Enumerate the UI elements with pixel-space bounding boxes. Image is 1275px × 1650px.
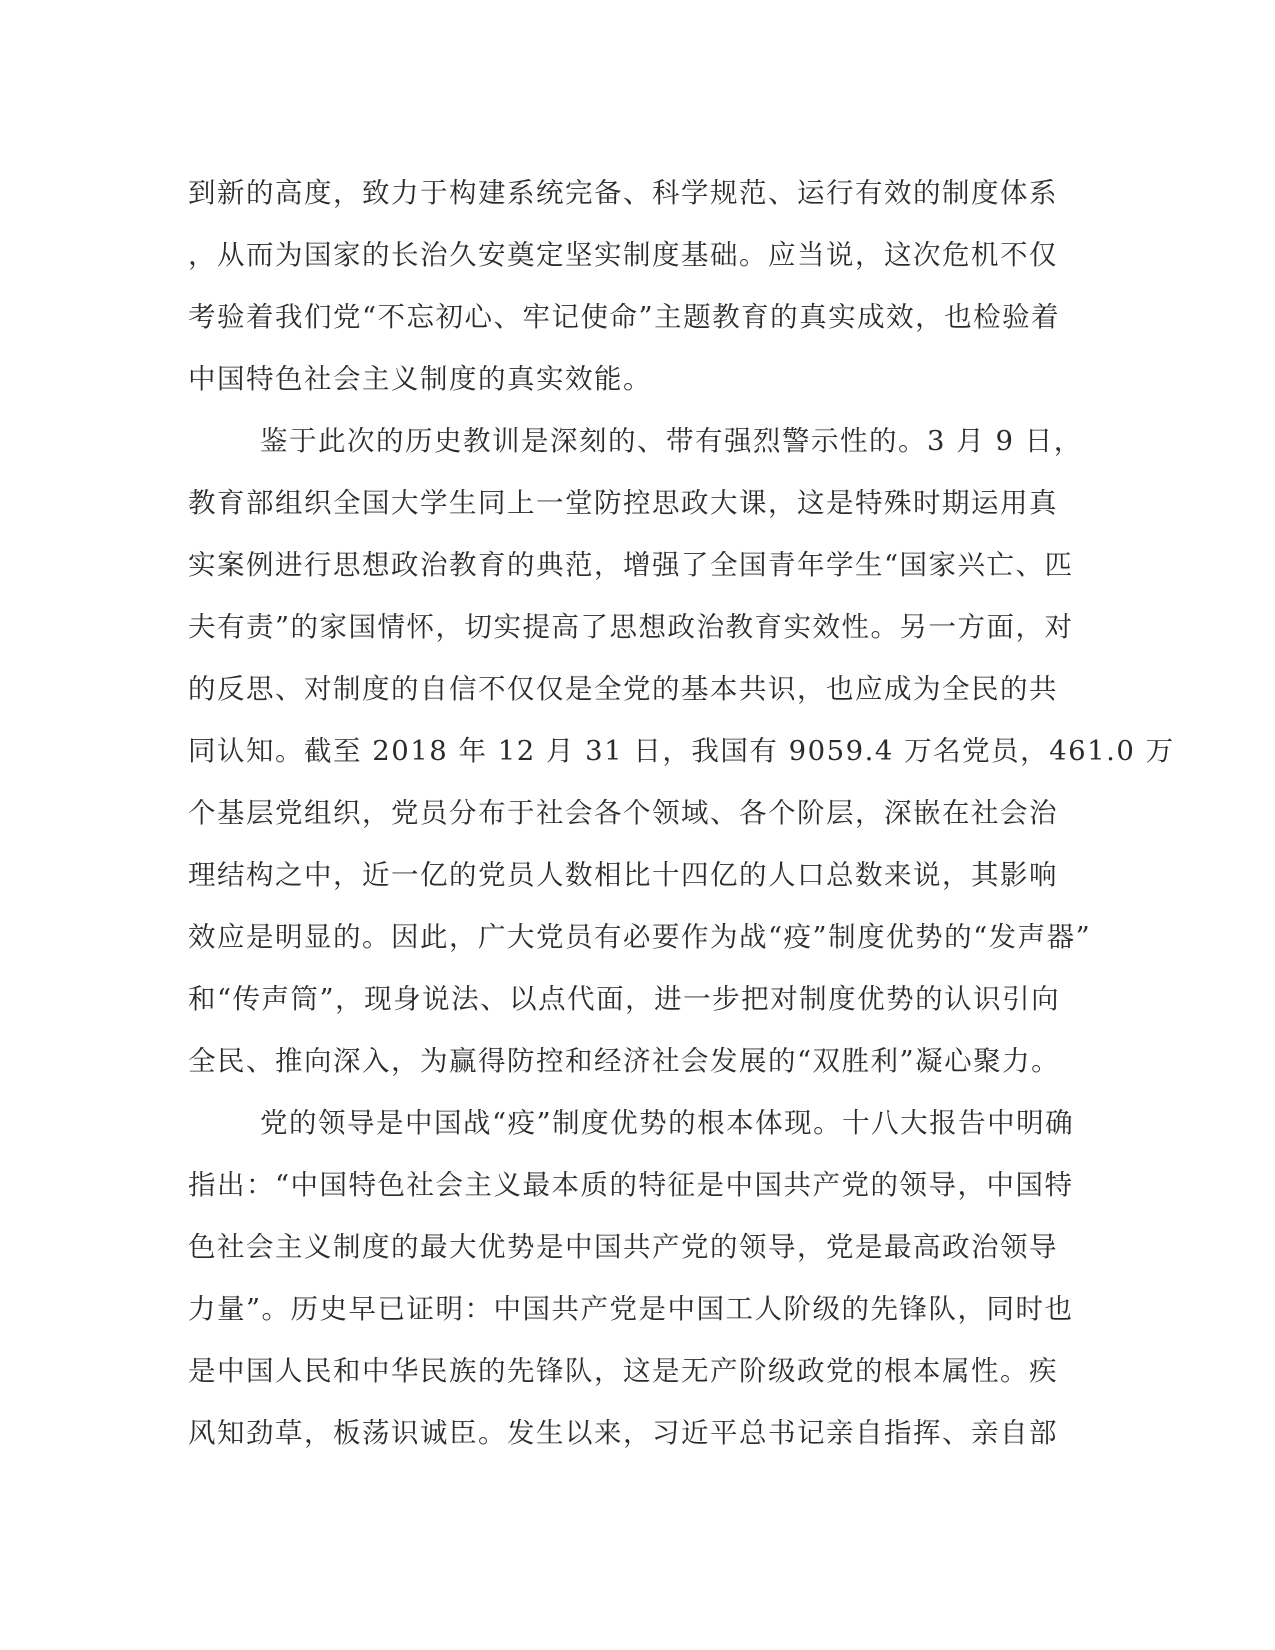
text-line: 是中国人民和中华民族的先锋队，这是无产阶级政党的根本属性。疾 <box>188 1355 1058 1387</box>
body-text <box>188 162 1175 1464</box>
text-line: 考验着我们党“不忘初心、牢记使命”主题教育的真实成效，也检验着 <box>188 301 1061 333</box>
text-line: 教育部组织全国大学生同上一堂防控思政大课，这是特殊时期运用真 <box>188 487 1058 519</box>
text-line: 指出：“中国特色社会主义最本质的特征是中国共产党的领导，中国特 <box>188 1169 1074 1201</box>
text-line: 实案例进行思想政治教育的典范，增强了全国青年学生“国家兴亡、匹 <box>188 549 1074 581</box>
text-line: 色社会主义制度的最大优势是中国共产党的领导，党是最高政治领导 <box>188 1231 1058 1263</box>
paragraph-start-line: 党的领导是中国战“疫”制度优势的根本体现。十八大报告中明确 <box>260 1107 1075 1139</box>
text-line: 全民、推向深入，为赢得防控和经济社会发展的“双胜利”凝心聚力。 <box>188 1045 1061 1077</box>
text-line: 效应是明显的。因此，广大党员有必要作为战“疫”制度优势的“发声器” <box>188 921 1092 953</box>
text-line: 理结构之中，近一亿的党员人数相比十四亿的人口总数来说，其影响 <box>188 859 1058 891</box>
text-line: 的反思、对制度的自信不仅仅是全党的基本共识，也应成为全民的共 <box>188 673 1058 705</box>
text-line: ，从而为国家的长治久安奠定坚实制度基础。应当说，这次危机不仅 <box>188 239 1058 271</box>
paragraph-start-line: 鉴于此次的历史教训是深刻的、带有强烈警示性的。3 月 9 日， <box>260 425 1083 457</box>
text-line: 力量”。历史早已证明：中国共产党是中国工人阶级的先锋队，同时也 <box>188 1293 1074 1325</box>
text-line: 中国特色社会主义制度的真实效能。 <box>188 363 652 395</box>
text-line: 到新的高度，致力于构建系统完备、科学规范、运行有效的制度体系 <box>188 177 1058 209</box>
text-line: 和“传声筒”，现身说法、以点代面，进一步把对制度优势的认识引向 <box>188 983 1061 1015</box>
text-line: 风知劲草，板荡识诚臣。发生以来，习近平总书记亲自指挥、亲自部 <box>188 1417 1058 1449</box>
text-line: 夫有责”的家国情怀，切实提高了思想政治教育实效性。另一方面，对 <box>188 611 1074 643</box>
text-line: 个基层党组织，党员分布于社会各个领域、各个阶层，深嵌在社会治 <box>188 797 1058 829</box>
text-line: 同认知。截至 2018 年 12 月 31 日，我国有 9059.4 万名党员，461.0 万 <box>188 735 1175 767</box>
